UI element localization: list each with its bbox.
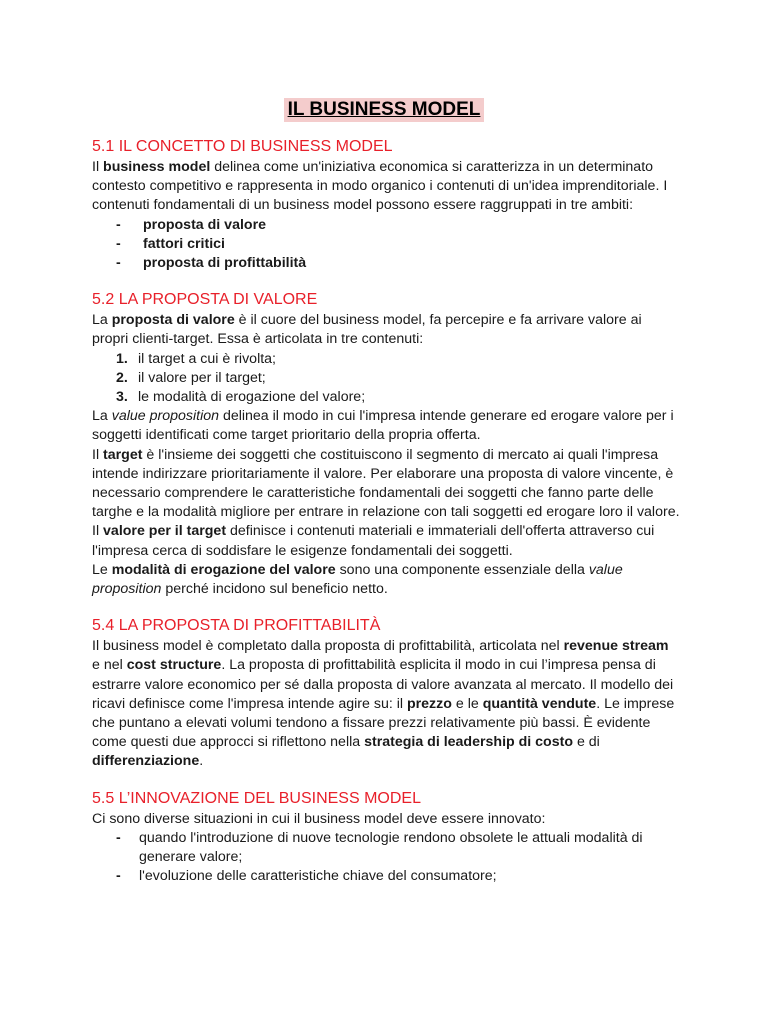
list-item: - proposta di valore xyxy=(92,216,680,235)
section-5-5 xyxy=(92,788,680,887)
bullet-list xyxy=(92,829,680,887)
paragraph: La proposta di valore è il cuore del business model, fa percepire e fa arrivare valore ai propri clienti-target. Essa è articolata in tre contenuti: xyxy=(92,312,642,348)
document-body xyxy=(92,136,680,903)
paragraph: Le modalità di erogazione del valore sono una componente essenziale della value proposition perché incidono sul beneficio netto. xyxy=(92,561,623,598)
numbered-list xyxy=(92,350,680,408)
section-5-4 xyxy=(92,615,680,771)
paragraph: Il business model è completato dalla proposta di profittabilità, articolata nel revenue stream e nel cost structure. La proposta di profittabilità esplicita il modo in cui l’impresa pensa di estrarre valore economico per sé dalla proposta di valore avanzata al mercato. Il modello dei ricavi definisce come l'impresa intende agire su: il prezzo e le quantità vendute. Le imprese che puntano a elevati volumi tendono a fissare prezzi relativamente più bassi. È evidente come questi due approcci si riflettono nella strategia di leadership di costo e di differenziazione. xyxy=(92,638,675,770)
paragraph: La value proposition delinea il modo in cui l'impresa intende generare ed erogare valore per i soggetti identificati come target prioritario della propria offerta. xyxy=(92,408,674,444)
paragraph: Ci sono diverse situazioni in cui il business model deve essere innovato: xyxy=(92,810,546,827)
section-heading: 5.1 IL CONCETTO DI BUSINESS MODEL xyxy=(92,138,393,155)
section-5-1 xyxy=(92,136,680,273)
list-item: - fattori critici xyxy=(92,235,680,254)
section-heading: 5.2 LA PROPOSTA DI VALORE xyxy=(92,291,318,309)
bullet-list xyxy=(92,216,680,274)
list-item: 3. le modalità di erogazione del valore; xyxy=(116,389,366,406)
section-heading: 5.4 LA PROPOSTA DI PROFITTABILITÀ xyxy=(92,617,381,635)
list-item: 2. il valore per il target; xyxy=(116,369,266,386)
section-heading: 5.5 L’INNOVAZIONE DEL BUSINESS MODEL xyxy=(92,789,421,807)
list-item: - quando l'introduzione di nuove tecnologie rendono obsolete le attuali modalità di generare valore; xyxy=(92,829,680,867)
paragraph: Il valore per il target definisce i contenuti materiali e immateriali dell'offerta attraverso cui l'impresa cerca di soddisfare le esigenze fondamentali dei soggetti. xyxy=(92,523,655,559)
list-item: - proposta di profittabilità xyxy=(92,254,680,273)
paragraph: Il business model delinea come un'iniziativa economica si caratterizza in un determinato contesto competitivo e rappresenta in modo organico i contenuti di un'idea imprenditoriale. I contenuti fondamentali di un business model possono essere raggruppati in tre ambiti: xyxy=(92,159,668,214)
section-5-2 xyxy=(92,289,680,599)
list-item: - l'evoluzione delle caratteristiche chiave del consumatore; xyxy=(92,867,680,886)
document-title: IL BUSINESS MODEL xyxy=(0,86,768,123)
paragraph: Il target è l'insieme dei soggetti che costituiscono il segmento di mercato ai quali l'impresa intende indirizzare prioritariamente il valore. Per elaborare una proposta di valore vincente, è necessario comprendere le caratteristiche fondamentali dei soggetti che fanno parte delle targhe e la modalità migliore per entrare in relazione con tali soggetti ed erogare loro il valore. xyxy=(92,446,680,521)
list-item: 1. il target a cui è rivolta; xyxy=(116,350,276,367)
